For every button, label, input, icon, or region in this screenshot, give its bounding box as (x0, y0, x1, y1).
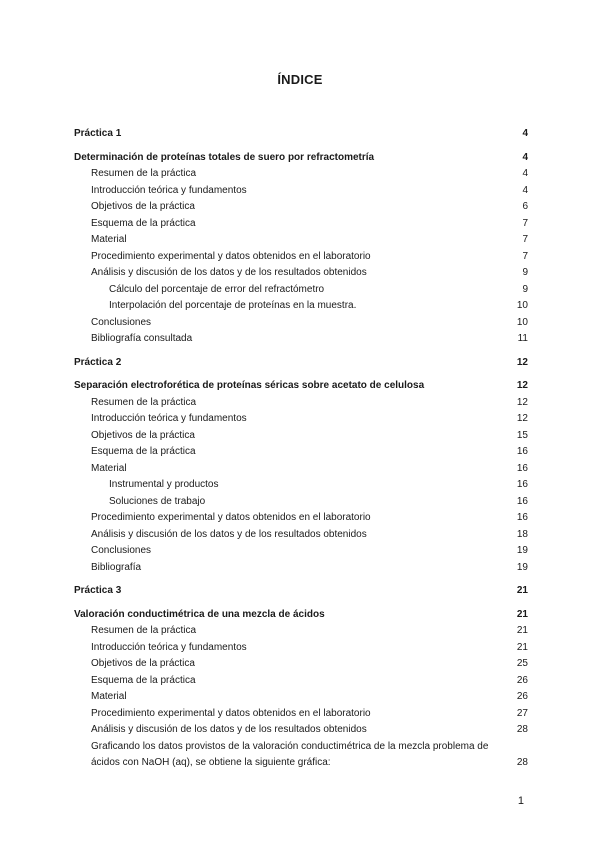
toc-label: Esquema de la práctica (91, 446, 196, 457)
toc-page: 7 (522, 250, 528, 262)
toc-label: Interpolación del porcentaje de proteínas en la muestra. (109, 300, 357, 311)
toc-page: 4 (522, 168, 528, 179)
toc-label: Práctica 2 (74, 356, 122, 368)
toc-label: Bibliografía consultada (91, 333, 193, 344)
toc-entry[interactable] (74, 510, 528, 527)
toc-label: Práctica 3 (74, 585, 122, 596)
toc-page: 12 (516, 380, 528, 391)
toc-page: 18 (516, 528, 528, 540)
toc-entry[interactable] (74, 673, 528, 690)
page-number: 1 (517, 795, 524, 807)
toc-page: 16 (516, 446, 528, 457)
toc-entry[interactable] (74, 623, 528, 640)
toc-entry[interactable] (74, 656, 528, 673)
toc-entry[interactable] (74, 411, 528, 428)
toc-entry-section[interactable] (74, 378, 528, 395)
toc-entry-practica-3[interactable] (74, 583, 528, 600)
toc-page: 28 (516, 724, 528, 735)
toc-label: Introducción teórica y fundamentos (91, 641, 247, 653)
toc-page: 21 (516, 641, 528, 653)
toc-page: 12 (516, 396, 528, 408)
toc-label: Procedimiento experimental y datos obtenidos en el laboratorio (91, 512, 371, 523)
toc-page: 21 (516, 585, 528, 596)
toc-page: 21 (516, 625, 528, 636)
toc-label: Análisis y discusión de los datos y de los resultados obtenidos (91, 528, 367, 540)
toc-entry[interactable] (74, 331, 528, 348)
toc-entry[interactable] (74, 527, 528, 544)
toc-page: 19 (516, 561, 528, 573)
toc-entry[interactable] (74, 216, 528, 233)
toc-label: Resumen de la práctica (91, 168, 197, 179)
toc-label: Graficando los datos provistos de la valoración conductimétrica de la mezcla problema de ácidos con NaOH (aq), se obtiene la siguiente gráfica: (91, 740, 489, 768)
toc-entry[interactable] (74, 722, 528, 739)
toc-page: 9 (522, 283, 528, 295)
toc-entry[interactable] (74, 183, 528, 200)
toc-page: 25 (516, 658, 528, 669)
toc-page: 26 (516, 691, 528, 702)
toc-entry[interactable] (74, 543, 528, 560)
toc-label: Valoración conductimétrica de una mezcla de ácidos (74, 608, 325, 620)
toc-entry[interactable] (74, 706, 528, 723)
toc-entry[interactable] (74, 739, 528, 772)
toc-page: 6 (522, 201, 528, 212)
toc-entry[interactable] (74, 461, 528, 478)
toc-entry[interactable] (74, 428, 528, 445)
toc-page: 7 (522, 217, 528, 229)
toc-subentry[interactable] (74, 477, 528, 494)
toc-label: Procedimiento experimental y datos obtenidos en el laboratorio (91, 250, 371, 262)
toc-subentry[interactable] (74, 282, 528, 299)
toc-label: Resumen de la práctica (91, 396, 197, 408)
toc-entry[interactable] (74, 315, 528, 332)
toc-label: Introducción teórica y fundamentos (91, 184, 247, 196)
toc-label: Esquema de la práctica (91, 217, 196, 229)
toc-subentry[interactable] (74, 494, 528, 511)
toc-page: 11 (517, 333, 528, 344)
toc-label: Introducción teórica y fundamentos (91, 413, 247, 424)
page-title: ÍNDICE (277, 72, 323, 87)
toc-entry[interactable] (74, 560, 528, 577)
toc-label: Cálculo del porcentaje de error del refractómetro (109, 283, 325, 295)
toc-entry[interactable] (74, 166, 528, 183)
toc-entry-section[interactable] (74, 150, 528, 167)
toc-entry[interactable] (74, 199, 528, 216)
toc-label: Objetivos de la práctica (91, 658, 195, 669)
toc-label: Material (91, 462, 127, 474)
toc-entry[interactable] (74, 640, 528, 657)
toc-page: 16 (516, 479, 528, 490)
toc-label: Esquema de la práctica (91, 674, 196, 686)
toc-page: 15 (516, 429, 528, 441)
toc-entry[interactable] (74, 689, 528, 706)
toc-page: 19 (516, 545, 528, 556)
toc-label: Conclusiones (91, 316, 152, 328)
toc-label: Material (91, 234, 127, 245)
toc-entry[interactable] (74, 232, 528, 249)
toc-page: 10 (516, 316, 528, 328)
toc-page: 4 (522, 184, 528, 196)
toc-page: 28 (516, 757, 528, 768)
toc-entry[interactable] (74, 249, 528, 266)
toc-page: 9 (522, 267, 528, 278)
toc-label: Objetivos de la práctica (91, 201, 195, 212)
toc-page: 7 (522, 234, 528, 245)
toc-page: 4 (522, 128, 528, 139)
toc-label: Determinación de proteínas totales de suero por refractometría (74, 151, 375, 163)
toc-page: 26 (516, 674, 528, 686)
toc-entry-practica-2[interactable] (74, 355, 528, 372)
toc-entry-section[interactable] (74, 607, 528, 624)
toc-label: Bibliografía (91, 561, 142, 573)
toc-label: Soluciones de trabajo (109, 495, 206, 507)
toc-page: 27 (516, 707, 528, 719)
toc-label: Análisis y discusión de los datos y de los resultados obtenidos (91, 724, 367, 735)
table-of-contents (74, 126, 528, 772)
toc-label: Procedimiento experimental y datos obtenidos en el laboratorio (91, 707, 371, 719)
toc-entry-practica-1[interactable] (74, 126, 528, 143)
toc-label: Material (91, 691, 127, 702)
toc-page: 16 (516, 462, 528, 474)
toc-entry[interactable] (74, 444, 528, 461)
toc-page: 16 (516, 495, 528, 507)
toc-subentry[interactable] (74, 298, 528, 315)
toc-entry[interactable] (74, 395, 528, 412)
toc-label: Objetivos de la práctica (91, 429, 195, 441)
toc-page: 12 (516, 356, 528, 368)
toc-label: Conclusiones (91, 545, 152, 556)
toc-page: 12 (516, 413, 528, 424)
toc-entry[interactable] (74, 265, 528, 282)
toc-label: Separación electroforética de proteínas séricas sobre acetato de celulosa (74, 380, 425, 391)
toc-page: 10 (516, 300, 528, 311)
toc-label: Instrumental y productos (109, 479, 219, 490)
toc-page: 4 (522, 151, 528, 163)
toc-page: 16 (516, 512, 528, 523)
toc-label: Análisis y discusión de los datos y de los resultados obtenidos (91, 267, 367, 278)
toc-label: Práctica 1 (74, 128, 122, 139)
toc-page: 21 (516, 608, 528, 620)
toc-label: Resumen de la práctica (91, 625, 197, 636)
